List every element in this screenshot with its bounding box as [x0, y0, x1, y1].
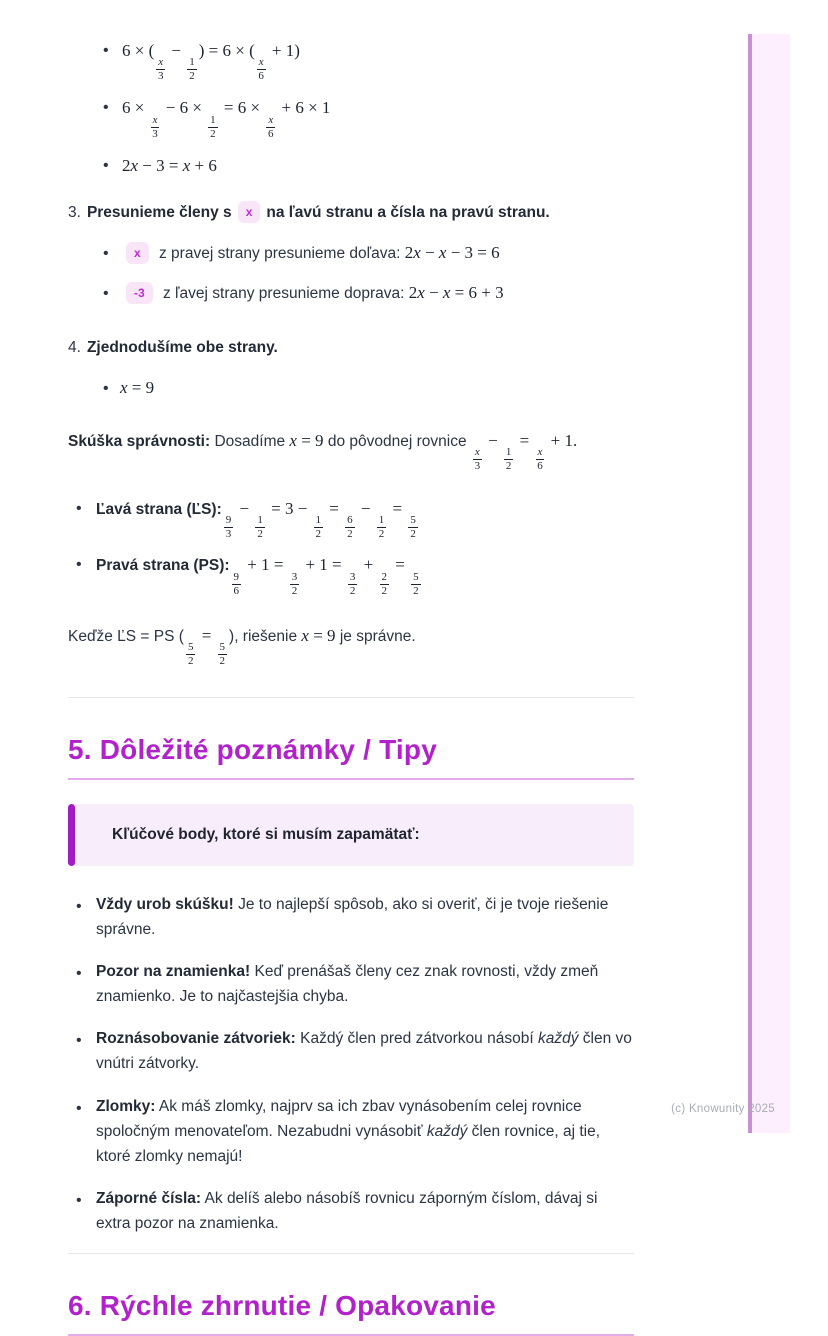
math-expression: $\frac{5}{2}$ = $\frac{5}{2}$	[187, 625, 226, 667]
callout-text: Kľúčové body, ktoré si musím zapamätať:	[112, 825, 420, 843]
math-expression: x = 9	[289, 430, 324, 450]
callout-accent-bar	[68, 804, 75, 866]
tip-item: • Vždy urob skúšku! Je to najlepší spôsob, ako si overiť, či je tvoje riešenie správne.	[68, 892, 634, 942]
list-item	[68, 375, 634, 401]
step-title: Presunieme členy s x na ľavú stranu a čísla na pravú stranu.	[87, 204, 550, 221]
tip-item: • Zlomky: Ak máš zlomky, najprv sa ich zbav vynásobením celej rovnice spoločným menovateľom. Nezabudni vynásobiť každý člen rovnice, aj tie, ktoré zlomky nemajú!	[68, 1094, 634, 1169]
equation-item	[68, 153, 634, 179]
equation-item	[68, 95, 634, 139]
math-expression: $\frac{x}{3}$ − $\frac{1}{2}$ = $\frac{x}{6}$ + 1.	[474, 430, 578, 472]
tip-item: • Pozor na znamienka! Keď prenášaš členy cez znak rovnosti, vždy zmeň znamienko. Je to najčastejšia chyba.	[68, 959, 634, 1009]
step-3-bullet-list	[68, 240, 634, 306]
inline-code-badge: x	[126, 242, 149, 264]
math-expression: 2x − 3 = x + 6	[122, 155, 217, 175]
conclusion-paragraph: Keďže ĽS = PS ( $\frac{5}{2}$ = $\frac{5}{2}$ ), riešenie x = 9 je správne.	[68, 625, 416, 667]
section-divider	[68, 697, 634, 698]
equation-item	[68, 38, 634, 82]
math-expression: $\frac{9}{6}$ + 1 = $\frac{3}{2}$ + 1 = $\frac{3}{2}$ + $\frac{2}{2}$ = $\frac{5}{2}$	[233, 555, 419, 597]
step-3-heading	[68, 201, 634, 224]
math-expression: x = 9	[120, 378, 155, 398]
step-4-bullet-list	[68, 375, 634, 401]
section-divider	[68, 1253, 634, 1254]
math-expression: x = 9	[301, 625, 336, 645]
math-expression: 2x − x = 6 + 3	[408, 282, 504, 302]
step-4-heading	[68, 336, 634, 359]
list-item: • Pravá strana (PS): $\frac{9}{6}$ + 1 = $\frac{3}{2}$ + 1 = $\frac{3}{2}$ + $\frac{2}{2}$ = $\frac{5}{2}$	[68, 552, 634, 596]
inline-code-badge: -3	[126, 282, 153, 304]
check-bullet-list	[68, 496, 634, 597]
step-number: 4.	[68, 338, 81, 356]
math-expression: 6 × ( $\frac{x}{3}$ − $\frac{1}{2}$ ) = 6 × ( $\frac{x}{6}$ + 1)	[122, 41, 300, 83]
math-expression: 6 × $\frac{x}{3}$ − 6 × $\frac{1}{2}$ = 6 × $\frac{x}{6}$ + 6 × 1	[122, 98, 331, 140]
side-highlight-strip	[748, 34, 790, 1133]
key-points-callout	[68, 804, 634, 866]
tips-list	[68, 892, 634, 1236]
content-column	[68, 30, 634, 1336]
equation-list	[68, 38, 634, 179]
section-5-heading: 5. Dôležité poznámky / Tipy	[68, 734, 634, 780]
tip-item: • Záporné čísla: Ak delíš alebo násobíš rovnicu záporným číslom, dávaj si extra pozor na znamienka.	[68, 1186, 634, 1236]
section-6-heading: 6. Rýchle zhrnutie / Opakovanie	[68, 1290, 634, 1336]
check-paragraph: Skúška správnosti: Dosadíme x = 9 do pôvodnej rovnice $\frac{x}{3}$ − $\frac{1}{2}$ = $\frac{x}{6}$ + 1.	[68, 430, 578, 472]
footer-copyright: (c) Knowunity 2025	[671, 1103, 775, 1115]
list-item: • Ľavá strana (ĽS): $\frac{9}{3}$ − $\frac{1}{2}$ = 3 − $\frac{1}{2}$ = $\frac{6}{2}$ − $\frac{1}{2}$ = $\frac{5}{2}$	[68, 496, 634, 540]
tip-item: • Roznásobovanie zátvoriek: Každý člen pred zátvorkou násobí každý člen vo vnútri zátvorky.	[68, 1026, 634, 1076]
list-item: • -3 z ľavej strany presunieme doprava: 2x − x = 6 + 3	[68, 280, 634, 306]
inline-code-badge: x	[238, 201, 261, 223]
math-expression: $\frac{9}{3}$ − $\frac{1}{2}$ = 3 − $\frac{1}{2}$ = $\frac{6}{2}$ − $\frac{1}{2}$ = $\frac{5}{2}$	[225, 498, 416, 541]
step-title: Zjednodušíme obe strany.	[86, 338, 278, 356]
list-item: • x z pravej strany presunieme doľava: 2x − x − 3 = 6	[68, 240, 634, 266]
step-number: 3.	[68, 204, 81, 222]
math-expression: 2x − x − 3 = 6	[404, 243, 500, 263]
